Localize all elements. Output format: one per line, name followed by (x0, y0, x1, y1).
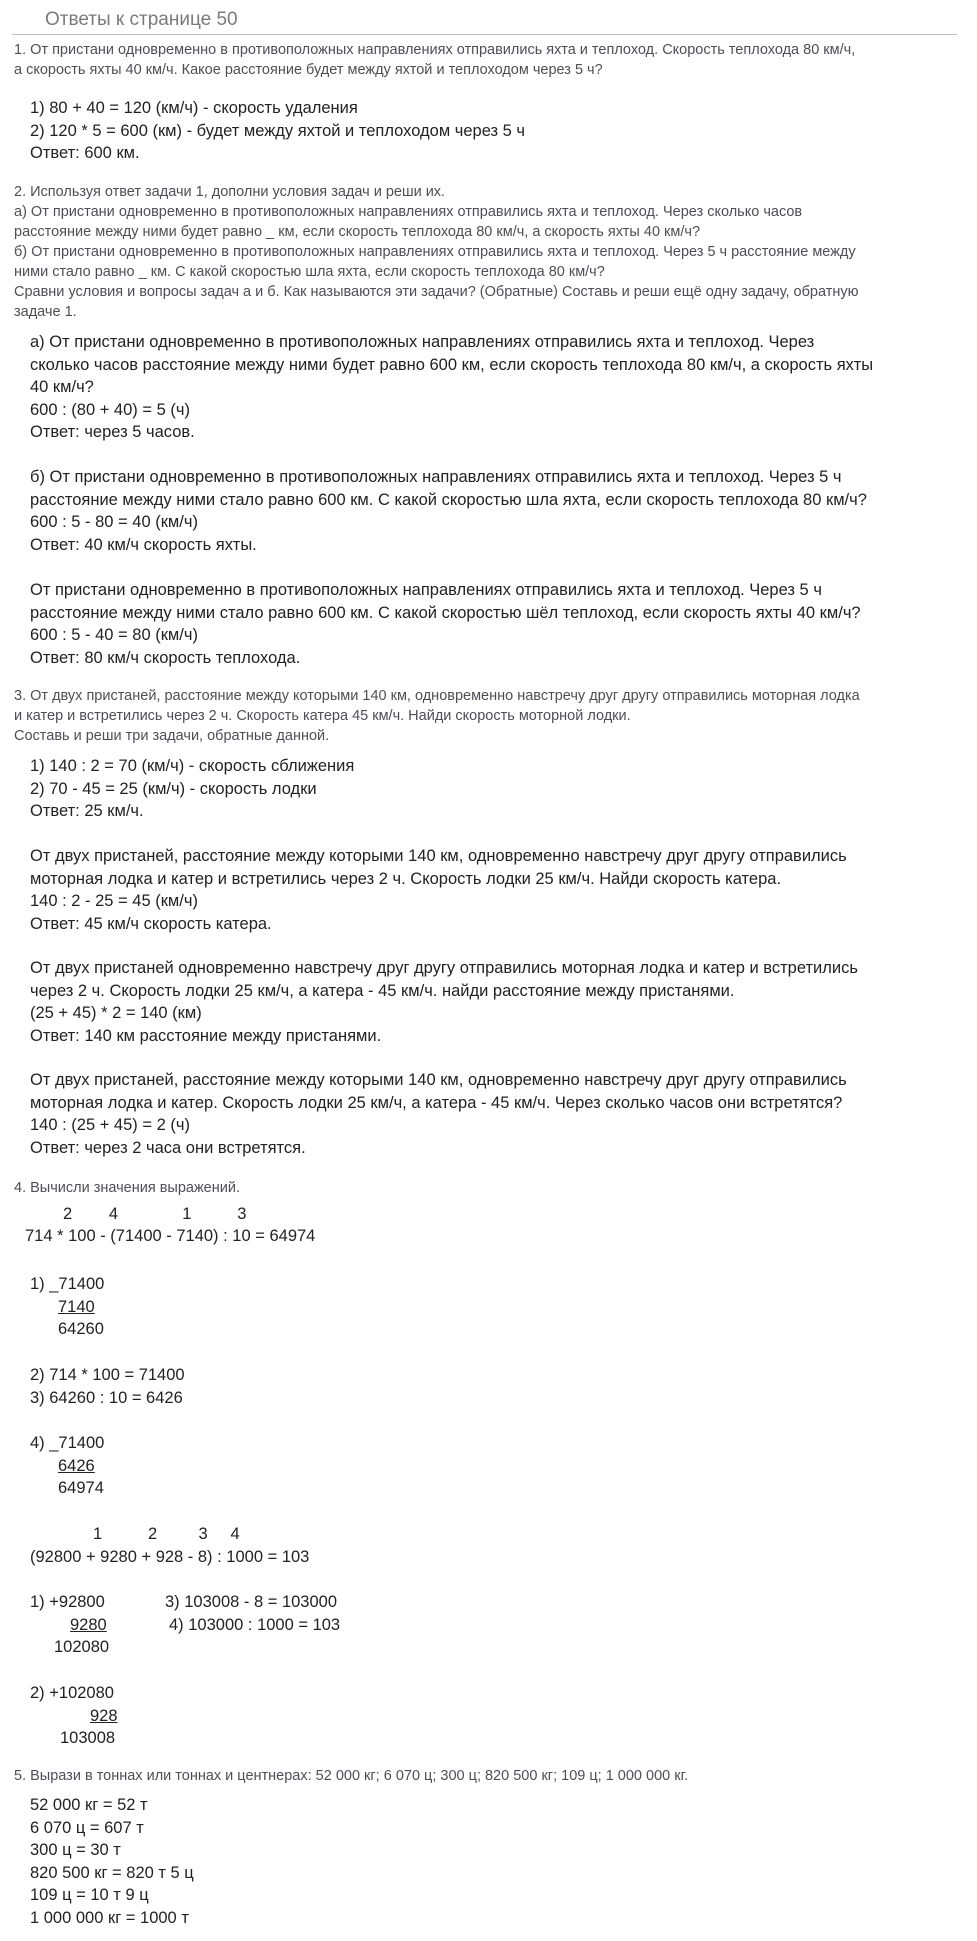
task3-answer-4: От двух пристаней, расстояние между которыми 140 км, одновременно навстречу друг другу отправились моторная лодка и катер. Скорость лодки 25 км/ч, а катера - 45 км/ч. Через сколько часов они встретятся? 140 : (25 + 45) = 2 (ч) Ответ: через 2 часа они встретятся. (30, 1071, 847, 1157)
task4-step4: 4) _71400 6426 64974 (30, 1434, 105, 1497)
task1-answer: 1) 80 + 40 = 120 (км/ч) - скорость удаления 2) 120 * 5 = 600 (км) - будет между яхтой и теплоходом через 5 ч Ответ: 600 км. (30, 99, 526, 162)
task4-expr2-order: 1 2 3 4 (93, 1525, 240, 1543)
task4-e2-step2: 2) +102080 928 103008 (30, 1684, 118, 1747)
task4-step1: 1) _71400 7140 64260 (30, 1275, 105, 1338)
task4-e2-steps-3-4: 3) 103008 - 8 = 103000 4) 103000 : 1000 = 103 (165, 1593, 341, 1634)
task1-question: 1. От пристани одновременно в противоположных направлениях отправились яхта и теплоход. Скорость теплохода 80 км/ч, а скорость яхты 40 км/ч. Какое расстояние будет между яхтой и теплоходом через 5 ч? (14, 42, 856, 78)
task4-steps-2-3: 2) 714 * 100 = 71400 3) 64260 : 10 = 6426 (30, 1366, 185, 1407)
task4-e2-step1: 1) +92800 9280 102080 (30, 1593, 110, 1656)
task3-answer-2: От двух пристаней, расстояние между которыми 140 км, одновременно навстречу друг другу отправились моторная лодка и катер и встретились через 2 ч. Скорость лодки 25 км/ч. Найди скорость катера. 140 : 2 - 25 = 45 (км/ч) Ответ: 45 км/ч скорость катера. (30, 847, 847, 933)
task4-question: 4. Вычисли значения выражений. (14, 1180, 240, 1196)
task2-answer-c: От пристани одновременно в противоположных направлениях отправились яхта и теплоход. Через 5 ч расстояние между ними стало равно 600 км. С какой скоростью шёл теплоход, если скорость яхты 40 км/ч? 600 : 5 - 40 = 80 (км/ч) Ответ: 80 км/ч скорость теплохода. (30, 581, 861, 667)
task4-expr1-order: 2 4 1 3 (63, 1205, 247, 1223)
task4-expr1: 714 * 100 - (71400 - 7140) : 10 = 64974 (25, 1227, 316, 1245)
task2-answer-b: б) От пристани одновременно в противоположных направлениях отправились яхта и теплоход. Через 5 ч расстояние между ними стало равно 600 км. С какой скоростью шла яхта, если скорость теплохода 80 км/ч? 600 : 5 - 80 = 40 (км/ч) Ответ: 40 км/ч скорость яхты. (30, 468, 867, 554)
page-title: Ответы к странице 50 (45, 9, 238, 30)
task3-answer-3: От двух пристаней одновременно навстречу друг другу отправились моторная лодка и катер и встретились через 2 ч. Скорость лодки 25 км/ч, а катера - 45 км/ч. найди расстояние между пристанями. (25 + 45) * 2 = 140 (км) Ответ: 140 км расстояние между пристанями. (30, 959, 858, 1045)
title-divider (12, 34, 957, 35)
task3-answer-1: 1) 140 : 2 = 70 (км/ч) - скорость сближения 2) 70 - 45 = 25 (км/ч) - скорость лодки Ответ: 25 км/ч. (30, 757, 355, 820)
task5-question: 5. Вырази в тоннах или тоннах и центнерах: 52 000 кг; 6 070 ц; 300 ц; 820 500 кг; 109 ц; 1 000 000 кг. (14, 1768, 689, 1784)
task2-answer-a: а) От пристани одновременно в противоположных направлениях отправились яхта и теплоход. Через сколько часов расстояние между ними будет равно 600 км, если скорость теплохода 80 км/ч, а скорость яхты 40 км/ч? 600 : (80 + 40) = 5 (ч) Ответ: через 5 часов. (30, 333, 874, 441)
task3-question: 3. От двух пристаней, расстояние между которыми 140 км, одновременно навстречу друг другу отправились моторная лодка и катер и встретились через 2 ч. Скорость катера 45 км/ч. Найди скорость моторной лодки. Составь и реши три задачи, обратные данной. (14, 688, 860, 744)
task5-answer: 52 000 кг = 52 т 6 070 ц = 607 т 300 ц = 30 т 820 500 кг = 820 т 5 ц 109 ц = 10 т 9 ц 1 000 000 кг = 1000 т (30, 1796, 194, 1927)
task2-question: 2. Используя ответ задачи 1, дополни условия задач и реши их. а) От пристани одновременно в противоположных направлениях отправились яхта и теплоход. Через сколько часов расстояние между ними будет равно _ км, если скорость теплохода 80 км/ч, а скорость яхты 40 км/ч? б) От пристани одновременно в противоположных направлениях отправились яхта и теплоход. Через 5 ч расстояние между ними стало равно _ км. С какой скоростью шла яхта, если скорость теплохода 80 км/ч? Сравни условия и вопросы задач а и б. Как называются эти задачи? (Обратные) Составь и реши ещё одну задачу, обратную задаче 1. (14, 184, 859, 320)
task4-expr2: (92800 + 9280 + 928 - 8) : 1000 = 103 (30, 1548, 310, 1566)
